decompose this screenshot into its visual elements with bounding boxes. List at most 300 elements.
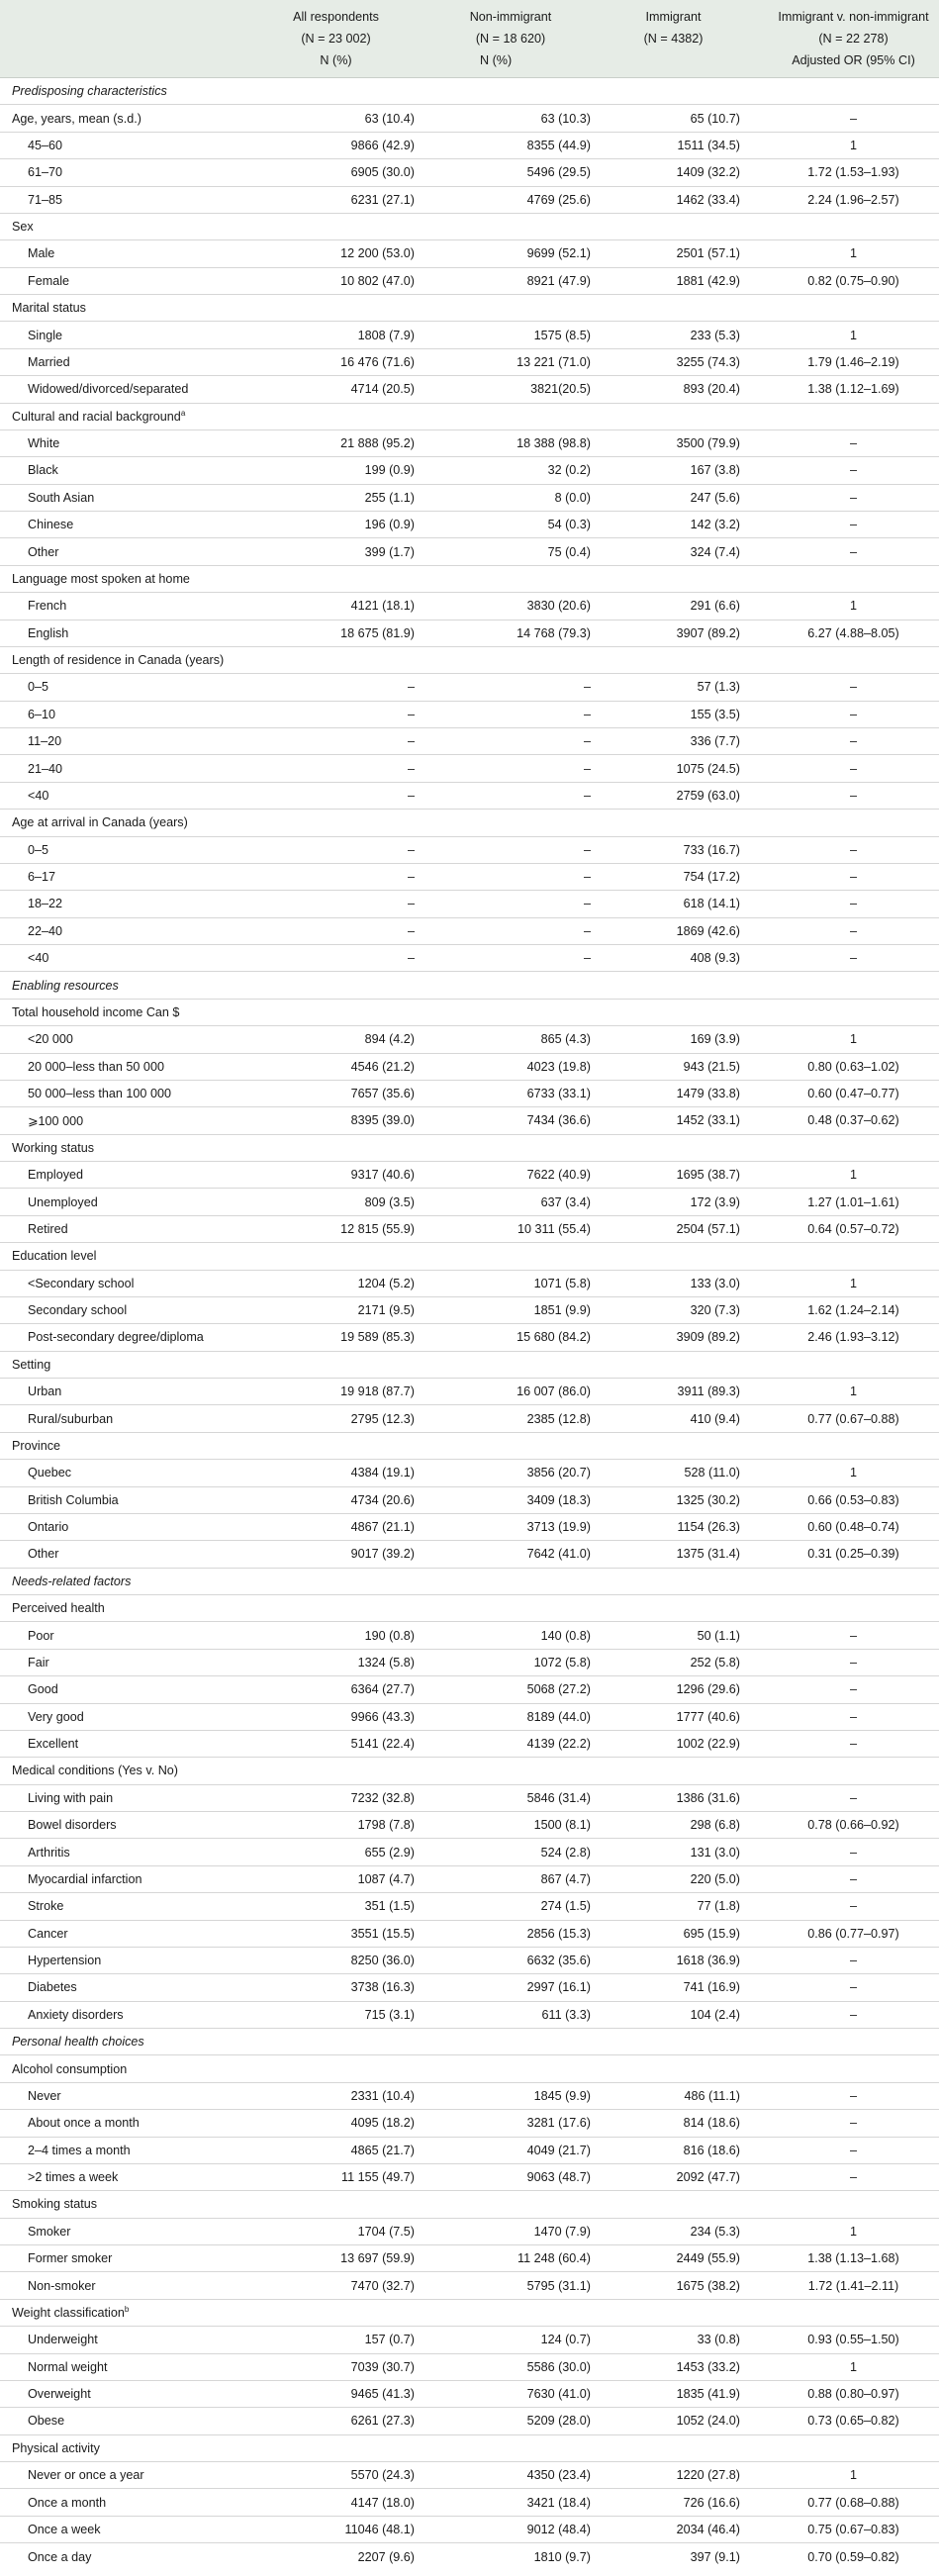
cell-non-immigrant: 3409 (18.3) <box>423 1486 599 1513</box>
row-label <box>0 295 249 322</box>
section-title: Enabling resources <box>0 972 939 999</box>
cell-non-immigrant: 5068 (27.2) <box>423 1676 599 1703</box>
cell-non-immigrant: – <box>423 863 599 890</box>
row-label <box>0 348 249 375</box>
cell-all: 4147 (18.0) <box>249 2489 423 2516</box>
cell-adjusted-or: 2.46 (1.93–3.12) <box>748 1324 939 1351</box>
table-row <box>0 945 939 972</box>
group-row <box>0 810 939 836</box>
cell-immigrant: 142 (3.2) <box>599 512 748 538</box>
row-label-text: Very good <box>28 1709 84 1724</box>
cell-immigrant: 1296 (29.6) <box>599 1676 748 1703</box>
cell-immigrant: 131 (3.0) <box>599 1839 748 1865</box>
row-label <box>0 2110 249 2137</box>
table-row <box>0 1270 939 1296</box>
table-row <box>0 1460 939 1486</box>
cell-adjusted-or: – <box>748 674 939 701</box>
cell-immigrant: 1777 (40.6) <box>599 1703 748 1730</box>
cell-immigrant: 1835 (41.9) <box>599 2380 748 2407</box>
cell-non-immigrant <box>423 295 599 322</box>
table-row <box>0 240 939 267</box>
row-label <box>0 891 249 917</box>
row-label <box>0 1920 249 1947</box>
cell-all: 4867 (21.1) <box>249 1513 423 1540</box>
cell-adjusted-or: 0.77 (0.68–0.88) <box>748 2489 939 2516</box>
cell-non-immigrant: 13 221 (71.0) <box>423 348 599 375</box>
cell-adjusted-or: 0.86 (0.77–0.97) <box>748 1920 939 1947</box>
cell-all: 190 (0.8) <box>249 1622 423 1649</box>
table-row <box>0 538 939 565</box>
cell-all <box>249 1134 423 1161</box>
cell-non-immigrant: – <box>423 945 599 972</box>
cell-immigrant <box>599 646 748 673</box>
cell-non-immigrant <box>423 1134 599 1161</box>
row-label <box>0 999 249 1025</box>
row-label-text: South Asian <box>28 490 95 505</box>
table-row <box>0 1405 939 1432</box>
table-row <box>0 1974 939 2001</box>
col-n-non-immigrant: (N = 18 620) <box>475 32 546 46</box>
row-label <box>0 322 249 348</box>
cell-non-immigrant: 4350 (23.4) <box>423 2462 599 2489</box>
cell-adjusted-or: 0.78 (0.66–0.92) <box>748 1812 939 1839</box>
row-label-text: Never <box>28 2088 61 2103</box>
cell-immigrant: 77 (1.8) <box>599 1893 748 1920</box>
cell-immigrant: 172 (3.9) <box>599 1189 748 1215</box>
cell-non-immigrant: 3856 (20.7) <box>423 1460 599 1486</box>
cell-immigrant <box>599 1134 748 1161</box>
cell-immigrant: 2504 (57.1) <box>599 1215 748 1242</box>
cell-immigrant: 252 (5.8) <box>599 1649 748 1675</box>
row-label <box>0 2516 249 2542</box>
cell-adjusted-or: – <box>748 782 939 809</box>
cell-all: 2207 (9.6) <box>249 2543 423 2570</box>
cell-immigrant: 3911 (89.3) <box>599 1379 748 1405</box>
cell-adjusted-or <box>748 999 939 1025</box>
row-label-text: 22–40 <box>28 923 63 938</box>
row-label <box>0 2543 249 2570</box>
row-label <box>0 1730 249 1757</box>
cell-non-immigrant: 6733 (33.1) <box>423 1080 599 1106</box>
cell-adjusted-or: 0.80 (0.63–1.02) <box>748 1053 939 1080</box>
table-row <box>0 782 939 809</box>
row-label <box>0 105 249 132</box>
cell-adjusted-or: 1.38 (1.12–1.69) <box>748 376 939 403</box>
cell-all: 18 675 (81.9) <box>249 620 423 646</box>
cell-non-immigrant: 3830 (20.6) <box>423 593 599 620</box>
cell-immigrant: 247 (5.6) <box>599 484 748 511</box>
row-label-text: Once a month <box>28 2495 107 2510</box>
cell-immigrant <box>599 295 748 322</box>
cell-all: 8250 (36.0) <box>249 1947 423 1973</box>
table-row <box>0 348 939 375</box>
cell-immigrant: 814 (18.6) <box>599 2110 748 2137</box>
cell-immigrant <box>599 1595 748 1622</box>
row-label <box>0 701 249 727</box>
row-label-text: 50 000–less than 100 000 <box>28 1087 171 1101</box>
cell-all: 11 155 (49.7) <box>249 2163 423 2190</box>
cell-immigrant: 1881 (42.9) <box>599 267 748 294</box>
cell-all: 2795 (12.3) <box>249 1405 423 1432</box>
cell-adjusted-or <box>748 213 939 239</box>
cell-adjusted-or: – <box>748 728 939 755</box>
row-label <box>0 1053 249 1080</box>
cell-immigrant <box>599 1243 748 1270</box>
table-row <box>0 2001 939 2028</box>
table-row <box>0 863 939 890</box>
cell-non-immigrant: – <box>423 836 599 863</box>
cell-all: 1204 (5.2) <box>249 1270 423 1296</box>
row-label-text: Anxiety disorders <box>28 2007 124 2022</box>
row-label <box>0 159 249 186</box>
cell-immigrant: 1511 (34.5) <box>599 132 748 158</box>
row-label-text: British Columbia <box>28 1492 119 1507</box>
cell-all: 3738 (16.3) <box>249 1974 423 2001</box>
row-label <box>0 1107 249 1134</box>
row-label-text: Sex <box>12 220 34 235</box>
row-label <box>0 132 249 158</box>
row-label <box>0 1215 249 1242</box>
cell-non-immigrant <box>423 565 599 592</box>
cell-all: – <box>249 917 423 944</box>
cell-immigrant: 486 (11.1) <box>599 2082 748 2109</box>
row-label-text: 71–85 <box>28 192 63 207</box>
row-label <box>0 2055 249 2082</box>
row-label-text: Unemployed <box>28 1194 98 1209</box>
table-row <box>0 2218 939 2244</box>
row-label <box>0 429 249 456</box>
cell-non-immigrant: 274 (1.5) <box>423 1893 599 1920</box>
cell-all <box>249 1243 423 1270</box>
cell-adjusted-or: – <box>748 1730 939 1757</box>
row-label <box>0 1595 249 1622</box>
group-row <box>0 1595 939 1622</box>
cell-adjusted-or: – <box>748 755 939 782</box>
cell-immigrant <box>599 213 748 239</box>
cell-all: 196 (0.9) <box>249 512 423 538</box>
cell-immigrant: 1052 (24.0) <box>599 2408 748 2434</box>
table-row <box>0 1676 939 1703</box>
cell-immigrant: 233 (5.3) <box>599 322 748 348</box>
table-row <box>0 1026 939 1053</box>
cell-adjusted-or: 1.38 (1.13–1.68) <box>748 2245 939 2272</box>
table-row <box>0 2353 939 2380</box>
cell-immigrant: 324 (7.4) <box>599 538 748 565</box>
cell-immigrant <box>599 999 748 1025</box>
cell-immigrant: 2092 (47.7) <box>599 2163 748 2190</box>
row-label <box>0 1134 249 1161</box>
cell-all: 11046 (48.1) <box>249 2516 423 2542</box>
cell-all <box>249 403 423 429</box>
cell-adjusted-or: – <box>748 1703 939 1730</box>
cell-adjusted-or <box>748 403 939 429</box>
table-row <box>0 1080 939 1106</box>
table-row <box>0 674 939 701</box>
table-row <box>0 755 939 782</box>
cell-all: 715 (3.1) <box>249 2001 423 2028</box>
cell-all: 351 (1.5) <box>249 1893 423 1920</box>
row-label-text: ⩾100 000 <box>28 1113 84 1128</box>
group-row <box>0 2299 939 2326</box>
cell-all: 4546 (21.2) <box>249 1053 423 1080</box>
unit-all: N (%) <box>249 49 423 78</box>
cell-all: 3551 (15.5) <box>249 1920 423 1947</box>
row-label <box>0 1324 249 1351</box>
table-row <box>0 2516 939 2542</box>
cell-immigrant: 1695 (38.7) <box>599 1162 748 1189</box>
section-title: Needs-related factors <box>0 1568 939 1594</box>
cell-non-immigrant: 32 (0.2) <box>423 457 599 484</box>
cell-all: 1808 (7.9) <box>249 322 423 348</box>
footnote-marker: a <box>180 408 186 418</box>
cell-all: 4384 (19.1) <box>249 1460 423 1486</box>
table-row <box>0 1622 939 1649</box>
cell-immigrant: 50 (1.1) <box>599 1622 748 1649</box>
row-label-text: Poor <box>28 1628 54 1643</box>
cell-adjusted-or: 0.70 (0.59–0.82) <box>748 2543 939 2570</box>
cell-all: – <box>249 755 423 782</box>
cell-immigrant: 1002 (22.9) <box>599 1730 748 1757</box>
cell-all: 10 802 (47.0) <box>249 267 423 294</box>
cell-all: – <box>249 701 423 727</box>
cell-adjusted-or: – <box>748 484 939 511</box>
cell-all: 894 (4.2) <box>249 1026 423 1053</box>
row-label-text: Secondary school <box>28 1303 128 1318</box>
cell-non-immigrant: 9063 (48.7) <box>423 2163 599 2190</box>
cell-non-immigrant: – <box>423 891 599 917</box>
cell-non-immigrant: 4139 (22.2) <box>423 1730 599 1757</box>
row-label <box>0 1243 249 1270</box>
cell-non-immigrant: 1072 (5.8) <box>423 1649 599 1675</box>
group-row <box>0 403 939 429</box>
row-label <box>0 2082 249 2109</box>
cell-adjusted-or <box>748 1351 939 1378</box>
cell-immigrant: 1453 (33.2) <box>599 2353 748 2380</box>
cell-all: 2331 (10.4) <box>249 2082 423 2109</box>
row-label <box>0 538 249 565</box>
cell-immigrant: 726 (16.6) <box>599 2489 748 2516</box>
row-label-text: Underweight <box>28 2333 98 2347</box>
row-label <box>0 782 249 809</box>
row-label-text: Working status <box>12 1140 95 1155</box>
row-label <box>0 1432 249 1459</box>
cell-immigrant: 1869 (42.6) <box>599 917 748 944</box>
cell-immigrant: 3909 (89.2) <box>599 1324 748 1351</box>
cell-non-immigrant: 1575 (8.5) <box>423 322 599 348</box>
cell-all: 1704 (7.5) <box>249 2218 423 2244</box>
row-label-text: 6–17 <box>28 870 56 885</box>
row-label-text: Male <box>28 246 55 261</box>
cell-immigrant: 943 (21.5) <box>599 1053 748 1080</box>
table-row <box>0 2327 939 2353</box>
cell-non-immigrant: 5586 (30.0) <box>423 2353 599 2380</box>
cell-all: 6261 (27.3) <box>249 2408 423 2434</box>
table-row <box>0 1893 939 1920</box>
table-row <box>0 132 939 158</box>
cell-immigrant <box>599 810 748 836</box>
row-label <box>0 2434 249 2461</box>
cell-adjusted-or: 1.72 (1.41–2.11) <box>748 2272 939 2299</box>
cell-immigrant <box>599 565 748 592</box>
cell-all: – <box>249 891 423 917</box>
cell-all: 16 476 (71.6) <box>249 348 423 375</box>
row-label-text: Total household income Can $ <box>12 1004 180 1019</box>
cell-adjusted-or: – <box>748 429 939 456</box>
table-row <box>0 2408 939 2434</box>
cell-adjusted-or: 0.64 (0.57–0.72) <box>748 1215 939 1242</box>
cell-adjusted-or: 1 <box>748 240 939 267</box>
cell-adjusted-or: – <box>748 512 939 538</box>
table-row <box>0 1541 939 1568</box>
row-label-text: Ontario <box>28 1520 69 1535</box>
cell-non-immigrant: 865 (4.3) <box>423 1026 599 1053</box>
cell-all: – <box>249 863 423 890</box>
cell-immigrant: 1675 (38.2) <box>599 2272 748 2299</box>
cell-adjusted-or: 0.75 (0.67–0.83) <box>748 2516 939 2542</box>
cell-all: 1087 (4.7) <box>249 1865 423 1892</box>
cell-non-immigrant <box>423 2299 599 2326</box>
row-label-text: Female <box>28 273 69 288</box>
cell-adjusted-or: – <box>748 917 939 944</box>
cell-all <box>249 646 423 673</box>
cell-non-immigrant: 7622 (40.9) <box>423 1162 599 1189</box>
cell-all: 19 589 (85.3) <box>249 1324 423 1351</box>
cell-adjusted-or: – <box>748 457 939 484</box>
cell-adjusted-or: 1 <box>748 132 939 158</box>
row-label <box>0 810 249 836</box>
row-label <box>0 457 249 484</box>
cell-all: 4095 (18.2) <box>249 2110 423 2137</box>
cell-adjusted-or: 1 <box>748 2462 939 2489</box>
cell-adjusted-or: – <box>748 1839 939 1865</box>
cell-all: 21 888 (95.2) <box>249 429 423 456</box>
table-row <box>0 1812 939 1839</box>
cell-non-immigrant: – <box>423 728 599 755</box>
cell-adjusted-or <box>748 1134 939 1161</box>
cell-all <box>249 1758 423 1784</box>
row-label-text: Alcohol consumption <box>12 2061 128 2076</box>
row-label-text: Arthritis <box>28 1845 70 1860</box>
row-label-text: <40 <box>28 951 49 966</box>
cell-all: – <box>249 836 423 863</box>
row-label-text: Once a week <box>28 2522 101 2536</box>
cell-non-immigrant: 4023 (19.8) <box>423 1053 599 1080</box>
cell-non-immigrant: 63 (10.3) <box>423 105 599 132</box>
cell-non-immigrant: 11 248 (60.4) <box>423 2245 599 2272</box>
cell-immigrant: 336 (7.7) <box>599 728 748 755</box>
cell-non-immigrant: 54 (0.3) <box>423 512 599 538</box>
cell-immigrant: 1220 (27.8) <box>599 2462 748 2489</box>
cell-all: 655 (2.9) <box>249 1839 423 1865</box>
table-row <box>0 1513 939 1540</box>
cell-immigrant <box>599 2191 748 2218</box>
cell-adjusted-or: 1 <box>748 1460 939 1486</box>
cell-all: 5570 (24.3) <box>249 2462 423 2489</box>
row-label-text: Language most spoken at home <box>12 571 190 586</box>
cell-all: 9017 (39.2) <box>249 1541 423 1568</box>
row-label <box>0 240 249 267</box>
row-label <box>0 1676 249 1703</box>
row-label <box>0 2272 249 2299</box>
row-label-text: Married <box>28 354 70 369</box>
row-label <box>0 620 249 646</box>
cell-immigrant: 741 (16.9) <box>599 1974 748 2001</box>
cell-adjusted-or: 1 <box>748 1379 939 1405</box>
cell-non-immigrant: 75 (0.4) <box>423 538 599 565</box>
cell-all <box>249 2191 423 2218</box>
cell-adjusted-or: – <box>748 2137 939 2163</box>
cell-non-immigrant: 2385 (12.8) <box>423 1405 599 1432</box>
cell-adjusted-or: 6.27 (4.88–8.05) <box>748 620 939 646</box>
cell-non-immigrant: 9699 (52.1) <box>423 240 599 267</box>
cell-non-immigrant: 1071 (5.8) <box>423 1270 599 1296</box>
cell-immigrant: 155 (3.5) <box>599 701 748 727</box>
row-label <box>0 2001 249 2028</box>
cell-all <box>249 999 423 1025</box>
group-row <box>0 2191 939 2218</box>
cell-non-immigrant: 1851 (9.9) <box>423 1296 599 1323</box>
cell-non-immigrant: 1845 (9.9) <box>423 2082 599 2109</box>
cell-non-immigrant: 8355 (44.9) <box>423 132 599 158</box>
cell-non-immigrant: 3713 (19.9) <box>423 1513 599 1540</box>
cell-non-immigrant: 5496 (29.5) <box>423 159 599 186</box>
row-label-text: <20 000 <box>28 1032 73 1047</box>
row-label-text: Other <box>28 544 59 559</box>
cell-immigrant: 528 (11.0) <box>599 1460 748 1486</box>
row-label-text: Fair <box>28 1655 49 1670</box>
cell-all: 7470 (32.7) <box>249 2272 423 2299</box>
cell-non-immigrant <box>423 810 599 836</box>
row-label-text: 61–70 <box>28 165 63 180</box>
table-row <box>0 620 939 646</box>
cell-all: 63 (10.4) <box>249 105 423 132</box>
row-label-text: <Secondary school <box>28 1276 135 1290</box>
cell-all: 7039 (30.7) <box>249 2353 423 2380</box>
cell-immigrant: 3500 (79.9) <box>599 429 748 456</box>
table-row <box>0 1162 939 1189</box>
table-row <box>0 728 939 755</box>
cell-immigrant: 3907 (89.2) <box>599 620 748 646</box>
cell-immigrant <box>599 1758 748 1784</box>
cell-non-immigrant: – <box>423 917 599 944</box>
table-row <box>0 1703 939 1730</box>
cell-immigrant: 65 (10.7) <box>599 105 748 132</box>
cell-all: 9966 (43.3) <box>249 1703 423 1730</box>
row-label <box>0 1379 249 1405</box>
row-label-text: Employed <box>28 1168 84 1183</box>
row-label <box>0 1649 249 1675</box>
row-label <box>0 1460 249 1486</box>
row-label-text: Former smoker <box>28 2251 113 2266</box>
cell-all: 199 (0.9) <box>249 457 423 484</box>
row-label <box>0 1974 249 2001</box>
row-label <box>0 512 249 538</box>
row-label-text: Obese <box>28 2414 65 2429</box>
cell-immigrant <box>599 1432 748 1459</box>
cell-adjusted-or <box>748 295 939 322</box>
cell-adjusted-or <box>748 2434 939 2461</box>
cell-non-immigrant: – <box>423 674 599 701</box>
cell-non-immigrant: 140 (0.8) <box>423 1622 599 1649</box>
row-label-text: Stroke <box>28 1899 64 1914</box>
cell-adjusted-or <box>748 646 939 673</box>
cell-all: – <box>249 945 423 972</box>
cell-immigrant: 754 (17.2) <box>599 863 748 890</box>
row-label <box>0 2408 249 2434</box>
row-label <box>0 1162 249 1189</box>
row-label-text: Black <box>28 463 58 478</box>
col-header-comparison: Immigrant v. non-immigrant <box>778 10 929 24</box>
